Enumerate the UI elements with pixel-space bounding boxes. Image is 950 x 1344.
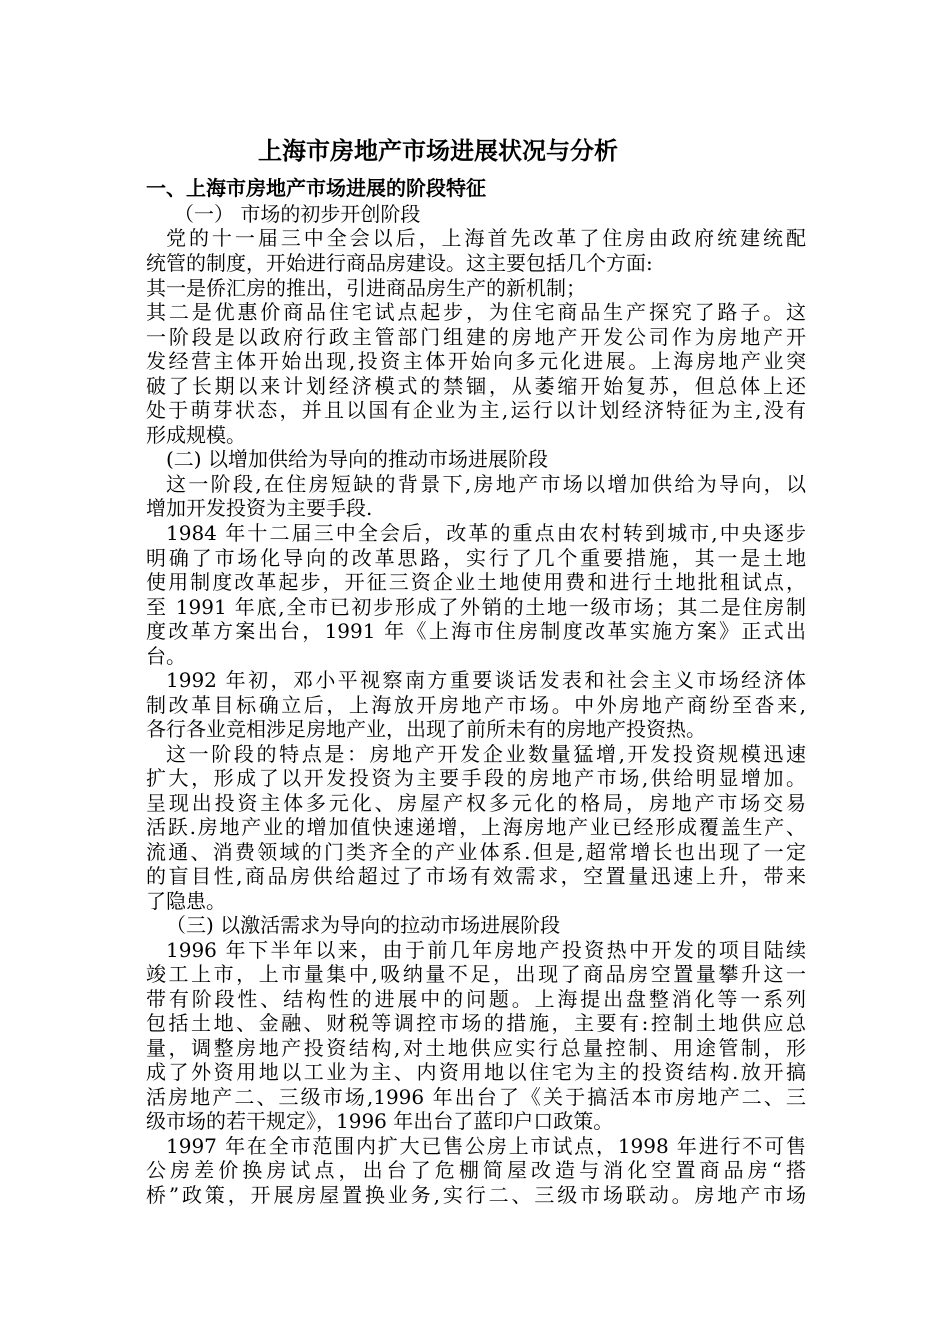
paragraph-line: 处于萌芽状态，并且以国有企业为主,运行以计划经济特征为主,没有 <box>146 398 806 422</box>
paragraph-line: 这一阶段,在住房短缺的背景下,房地产市场以增加供给为导向，以 <box>166 472 806 496</box>
subsection-heading: (二) 以增加供给为导向的推动市场进展阶段 <box>166 447 548 471</box>
paragraph-line: 使用制度改革起步，开征三资企业土地使用费和进行土地批租试点， <box>146 570 806 594</box>
paragraph-line: 竣工上市，上市量集中,吸纳量不足，出现了商品房空置量攀升这一 <box>146 962 806 986</box>
paragraph-line: 级市场的若干规定》，1996 年出台了蓝印户口政策。 <box>146 1109 614 1133</box>
paragraph-line: 至 1991 年底,全市已初步形成了外销的土地一级市场；其二是住房制 <box>146 595 806 619</box>
paragraph-line: 一阶段是以政府行政主管部门组建的房地产开发公司作为房地产开 <box>146 325 806 349</box>
paragraph-line: 其二是优惠价商品住宅试点起步，为住宅商品生产探究了路子。这 <box>146 300 806 324</box>
paragraph-line: 明确了市场化导向的改革思路，实行了几个重要措施，其一是土地 <box>146 546 806 570</box>
paragraph-line: 1997 年在全市范围内扩大已售公房上市试点，1998 年进行不可售 <box>166 1134 806 1158</box>
paragraph-line: 制改革目标确立后，上海放开房地产市场。中外房地产商纷至沓来, <box>146 693 806 717</box>
paragraph-line: 了隐患。 <box>146 889 226 913</box>
paragraph-line: 形成规模。 <box>146 423 246 447</box>
paragraph-line: 活房地产二、三级市场,1996 年出台了《关于搞活本市房地产二、三 <box>146 1085 806 1109</box>
paragraph-line: 桥”政策，开展房屋置换业务,实行二、三级市场联动。房地产市场 <box>146 1183 806 1207</box>
paragraph-line: 党的十一届三中全会以后，上海首先改革了住房由政府统建统配 <box>166 226 806 250</box>
paragraph-line: 度改革方案出台，1991 年《上海市住房制度改革实施方案》正式出 <box>146 619 806 643</box>
subsection-heading: （一） 市场的初步开创阶段 <box>174 202 421 226</box>
paragraph-line: 破了长期以来计划经济模式的禁锢，从萎缩开始复苏，但总体上还 <box>146 374 806 398</box>
paragraph-line: 台。 <box>146 644 186 668</box>
paragraph-line: 统管的制度，开始进行商品房建设。这主要包括几个方面: <box>146 251 653 275</box>
section-heading: 一、上海市房地产市场进展的阶段特征 <box>146 176 486 200</box>
paragraph-line: 各行各业竞相涉足房地产业，出现了前所未有的房地产投资热。 <box>146 717 706 741</box>
paragraph-line: 1984 年十二届三中全会后，改革的重点由农村转到城市,中央逐步 <box>166 521 806 545</box>
paragraph-line: 1996 年下半年以来，由于前几年房地产投资热中开发的项目陆续 <box>166 938 806 962</box>
paragraph-line: 1992 年初，邓小平视察南方重要谈话发表和社会主义市场经济体 <box>166 668 806 692</box>
paragraph-line: 包括土地、金融、财税等调控市场的措施，主要有:控制土地供应总 <box>146 1011 806 1035</box>
paragraph-line: 活跃.房地产业的增加值快速递增，上海房地产业已经形成覆盖生产、 <box>146 815 806 839</box>
document-title: 上海市房地产市场进展状况与分析 <box>258 136 618 165</box>
paragraph-line: 公房差价换房试点，出台了危棚简屋改造与消化空置商品房“搭 <box>146 1158 806 1182</box>
paragraph-line: 的盲目性,商品房供给超过了市场有效需求，空置量迅速上升，带来 <box>146 864 806 888</box>
paragraph-line: 量，调整房地产投资结构,对土地供应实行总量控制、用途管制，形 <box>146 1036 806 1060</box>
paragraph-line: 扩大，形成了以开发投资为主要手段的房地产市场,供给明显增加。 <box>146 766 806 790</box>
paragraph-line: 呈现出投资主体多元化、房屋产权多元化的格局，房地产市场交易 <box>146 791 806 815</box>
paragraph-line: 带有阶段性、结构性的进展中的问题。上海提出盘整消化等一系列 <box>146 987 806 1011</box>
paragraph-line: 其一是侨汇房的推出，引进商品房生产的新机制； <box>146 276 586 300</box>
paragraph-line: 这一阶段的特点是：房地产开发企业数量猛增,开发投资规模迅速 <box>166 742 806 766</box>
paragraph-line: 流通、消费领域的门类齐全的产业体系.但是,超常增长也出现了一定 <box>146 840 806 864</box>
paragraph-line: 增加开发投资为主要手段. <box>146 496 373 520</box>
subsection-heading: （三) 以激活需求为导向的拉动市场进展阶段 <box>166 913 561 937</box>
paragraph-line: 成了外资用地以工业为主、内资用地以住宅为主的投资结构.放开搞 <box>146 1060 806 1084</box>
paragraph-line: 发经营主体开始出现,投资主体开始向多元化进展。上海房地产业突 <box>146 349 806 373</box>
